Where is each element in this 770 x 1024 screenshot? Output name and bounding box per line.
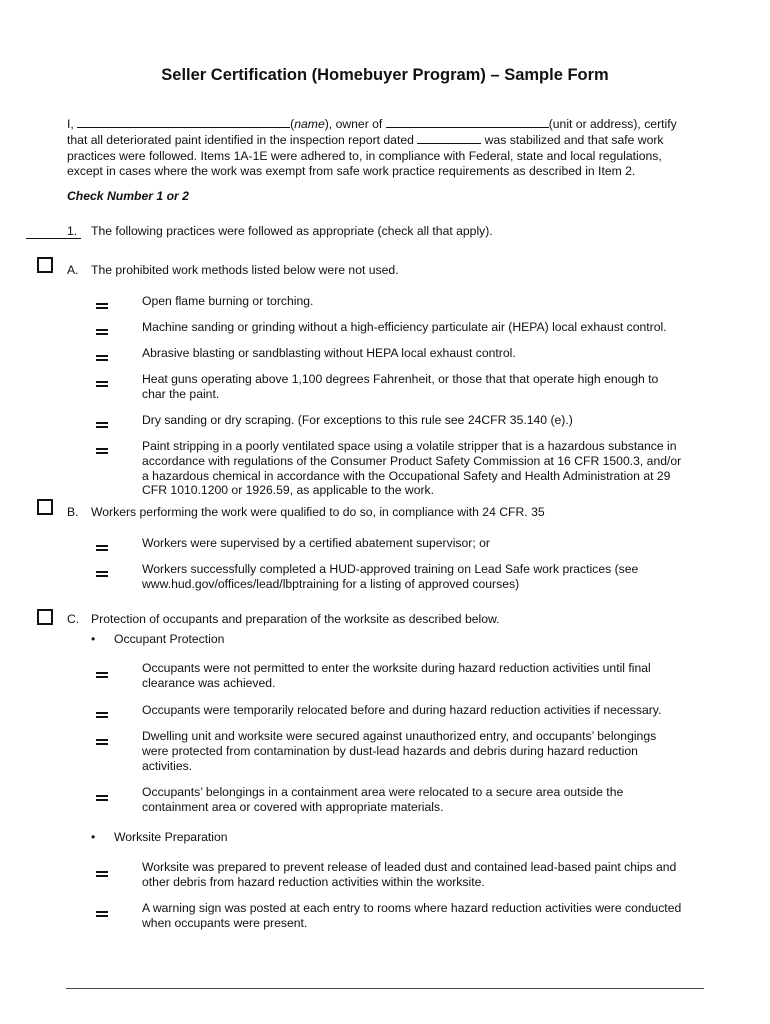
certification-paragraph: [67, 116, 697, 180]
equals-marker-icon[interactable]: [96, 911, 108, 917]
item-line: clearance was achieved.: [142, 675, 276, 690]
section-c-title: Protection of occupants and preparation of the worksite as described below.: [91, 612, 500, 626]
equals-marker-icon[interactable]: [96, 303, 108, 309]
section-a-letter: A.: [67, 263, 79, 277]
item-line: activities.: [142, 758, 193, 773]
item-line: Abrasive blasting or sandblasting without HEPA local exhaust control.: [142, 346, 516, 360]
equals-marker-icon[interactable]: [96, 871, 108, 877]
worksite-item: [142, 860, 707, 890]
intro-line-4: except in cases where the work was exempt from safe work practice requirements as described in Item 2.: [67, 164, 636, 179]
name-blank[interactable]: [77, 116, 290, 128]
item-line: containment area or covered with appropriate materials.: [142, 799, 444, 814]
item-line: www.hud.gov/offices/lead/lbptraining for a listing of approved courses): [142, 576, 520, 591]
intro-prefix: I,: [67, 117, 78, 131]
certify-text: (unit or address), certify: [548, 117, 677, 131]
section-a-item: [142, 320, 707, 335]
worksite-item: [142, 901, 707, 931]
equals-marker-icon[interactable]: [96, 355, 108, 361]
item-line: A warning sign was posted at each entry to rooms where hazard reduction activities were conducted: [142, 901, 682, 915]
report-date-blank[interactable]: [417, 132, 481, 144]
section-a-item: [142, 413, 707, 428]
owner-of-text: ), owner of: [324, 117, 386, 131]
section-b-letter: B.: [67, 505, 79, 519]
item-line: Open flame burning or torching.: [142, 294, 314, 308]
check-heading: Check Number 1 or 2: [67, 189, 189, 203]
report-dated-text: that all deteriorated paint identified in the inspection report dated: [67, 133, 418, 148]
section-a-item: [142, 346, 707, 361]
item-line: Workers were supervised by a certified abatement supervisor; or: [142, 536, 490, 550]
section-a-item: [142, 294, 707, 309]
bullet-icon: •: [91, 632, 96, 646]
section-b-item: [142, 536, 707, 551]
equals-marker-icon[interactable]: [96, 672, 108, 678]
section-a-title: The prohibited work methods listed below were not used.: [91, 263, 399, 277]
equals-marker-icon[interactable]: [96, 422, 108, 428]
equals-marker-icon[interactable]: [96, 545, 108, 551]
item1-number: 1.: [67, 224, 78, 238]
item-line: were protected from contamination by dust-lead hazards and debris during hazard reduction: [142, 743, 638, 758]
bullet-icon: •: [91, 830, 96, 844]
occupant-item: [142, 661, 707, 691]
equals-marker-icon[interactable]: [96, 739, 108, 745]
stabilized-text: was stabilized and that safe work: [481, 133, 664, 148]
name-hint: name: [294, 117, 325, 131]
section-a-item: [142, 372, 707, 402]
item-line: Dry sanding or dry scraping. (For exceptions to this rule see 24CFR 35.140 (e).): [142, 413, 573, 427]
item1-text: The following practices were followed as appropriate (check all that apply).: [91, 224, 493, 238]
intro-line-1: I, (name), owner of (unit or address), certify: [67, 117, 677, 131]
unit-address-blank[interactable]: [386, 116, 549, 128]
equals-marker-icon[interactable]: [96, 381, 108, 387]
section-a-checkbox[interactable]: [37, 257, 53, 273]
item-line: Workers successfully completed a HUD-approved training on Lead Safe work practices (see: [142, 562, 639, 576]
section-c-letter: C.: [67, 612, 80, 626]
intro-line-2: [67, 132, 697, 148]
item1-check-blank[interactable]: [26, 238, 81, 239]
item-line: char the paint.: [142, 386, 220, 401]
equals-marker-icon[interactable]: [96, 712, 108, 718]
occupant-protection-heading: Occupant Protection: [114, 632, 225, 646]
intro-line-3: practices were followed. Items 1A-1E were adhered to, in compliance with Federal, state and local regulations,: [67, 148, 662, 163]
occupant-item: [142, 703, 707, 718]
equals-marker-icon[interactable]: [96, 448, 108, 454]
item-line: Paint stripping in a poorly ventilated space using a volatile stripper that is a hazardous substance in: [142, 439, 677, 453]
form-title: Seller Certification (Homebuyer Program) – Sample Form: [161, 66, 609, 84]
item-line: Occupants’ belongings in a containment area were relocated to a secure area outside the: [142, 785, 624, 799]
item-line: accordance with regulations of the Consumer Product Safety Commission at 16 CFR 1500.3, and/or: [142, 453, 682, 468]
item-line: Occupants were not permitted to enter the worksite during hazard reduction activities until final: [142, 661, 651, 675]
item-line: a hazardous chemical in accordance with the Occupational Safety and Health Administration at 29: [142, 468, 671, 483]
item-line: Dwelling unit and worksite were secured against unauthorized entry, and occupants’ belongings: [142, 729, 657, 743]
occupant-item: [142, 729, 707, 773]
footer-divider: [66, 988, 704, 989]
section-c-checkbox[interactable]: [37, 609, 53, 625]
item-line: other debris from hazard reduction activities within the worksite.: [142, 874, 485, 889]
section-b-checkbox[interactable]: [37, 499, 53, 515]
section-a-item: [142, 439, 707, 498]
item-line: Heat guns operating above 1,100 degrees Fahrenheit, or those that that operate high enough to: [142, 372, 659, 386]
item-line: CFR 1010.1200 or 1926.59, as applicable to the work.: [142, 483, 435, 498]
equals-marker-icon[interactable]: [96, 795, 108, 801]
section-b-item: [142, 562, 707, 592]
item-line: Worksite was prepared to prevent release of leaded dust and contained lead-based paint chips and: [142, 860, 677, 874]
equals-marker-icon[interactable]: [96, 571, 108, 577]
equals-marker-icon[interactable]: [96, 329, 108, 335]
section-b-title: Workers performing the work were qualified to do so, in compliance with 24 CFR. 35: [91, 505, 545, 519]
item-line: when occupants were present.: [142, 915, 308, 930]
occupant-item: [142, 785, 707, 815]
worksite-preparation-heading: Worksite Preparation: [114, 830, 228, 844]
item-line: Machine sanding or grinding without a high-efficiency particulate air (HEPA) local exhaust control.: [142, 320, 667, 334]
item-line: Occupants were temporarily relocated before and during hazard reduction activities if necessary.: [142, 703, 662, 717]
